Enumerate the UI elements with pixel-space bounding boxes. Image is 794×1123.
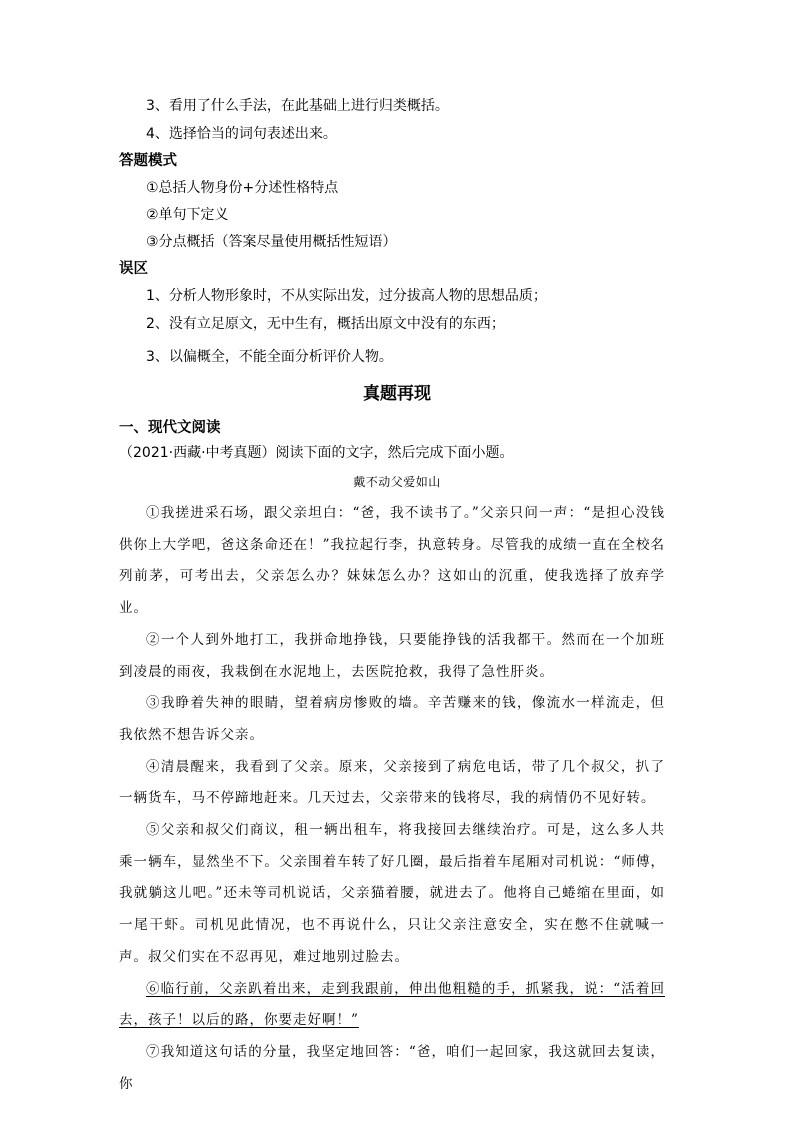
tip-line-3: 3、看用了什么手法，在此基础上进行归类概括。 xyxy=(146,98,449,114)
heading-answer-mode: 答题模式 xyxy=(119,153,177,169)
story-title: 戴不动父爱如山 xyxy=(353,475,441,489)
section-title: 真题再现 xyxy=(363,384,431,404)
tip-line-4: 4、选择恰当的词句表述出来。 xyxy=(146,126,337,142)
source-line: （2021·西藏·中考真题）阅读下面的文字，然后完成下面小题。 xyxy=(119,445,514,461)
mode-item-3: ③分点概括（答案尽量使用概括性短语） xyxy=(146,234,397,250)
paragraph-2: ②一个人到外地打工，我拼命地挣钱，只要能挣钱的活我都干。然而在一个加班到凌晨的雨夜，我栽倒在水泥地上，去医院抢救，我得了急性肝炎。 xyxy=(119,631,665,680)
paragraph-6-underlined: ⑥临行前，父亲趴着出来，走到我跟前，伸出他粗糙的手，抓紧我，说：“活着回去，孩子！以后的路，你要走好啊！” xyxy=(119,980,665,1029)
paragraph-1: ①我搓进采石场，跟父亲坦白：“爸，我不读书了。”父亲只问一声：“是担心没钱供你上大学吧，爸这条命还在！”我拉起行李，执意转身。尽管我的成绩一直在全校名列前茅，可考出去，父亲怎么办？妹妹怎么办？这如山的沉重，使我选择了放弃学业。 xyxy=(119,505,665,617)
story-body xyxy=(119,498,665,1100)
subheading-reading: 一、现代文阅读 xyxy=(119,420,221,436)
paragraph-6 xyxy=(119,974,665,1037)
paragraph-5: ⑤父亲和叔父们商议，租一辆出租车，将我接回去继续治疗。可是，这么多人共乘一辆车，显然坐不下。父亲围着车转了好几圈，最后指着车尾厢对司机说：“师傅，我就躺这儿吧。”还未等司机说话，父亲猫着腰，就进去了。他将自己蜷缩在里面，如一尾干虾。司机见此情况，也不再说什么，只让父亲注意安全，实在憋不住就喊一声。叔父们实在不忍再见，难过地别过脸去。 xyxy=(119,822,665,965)
mistake-item-2: 2、没有立足原文，无中生有，概括出原文中没有的东西； xyxy=(146,316,505,332)
mistake-item-1: 1、分析人物形象时，不从实际出发，过分拔高人物的思想品质； xyxy=(146,288,547,304)
heading-mistakes: 误区 xyxy=(119,261,148,277)
paragraph-3: ③我睁着失神的眼睛，望着病房惨败的墙。辛苦赚来的钱，像流水一样流走，但我依然不想告诉父亲。 xyxy=(119,695,665,743)
mode-item-1: ①总括人物身份+分述性格特点 xyxy=(146,180,339,196)
paragraph-4: ④清晨醒来，我看到了父亲。原来，父亲接到了病危电话，带了几个叔父，扒了一辆货车，马不停蹄地赶来。几天过去，父亲带来的钱将尽，我的病情仍不见好转。 xyxy=(119,758,665,807)
mode-item-2: ②单句下定义 xyxy=(146,207,229,223)
paragraph-7: ⑦我知道这句话的分量，我坚定地回答：“爸，咱们一起回家，我这就回去复读，你 xyxy=(119,1043,665,1092)
mistake-item-3: 3、以偏概全，不能全面分析评价人物。 xyxy=(146,349,393,365)
